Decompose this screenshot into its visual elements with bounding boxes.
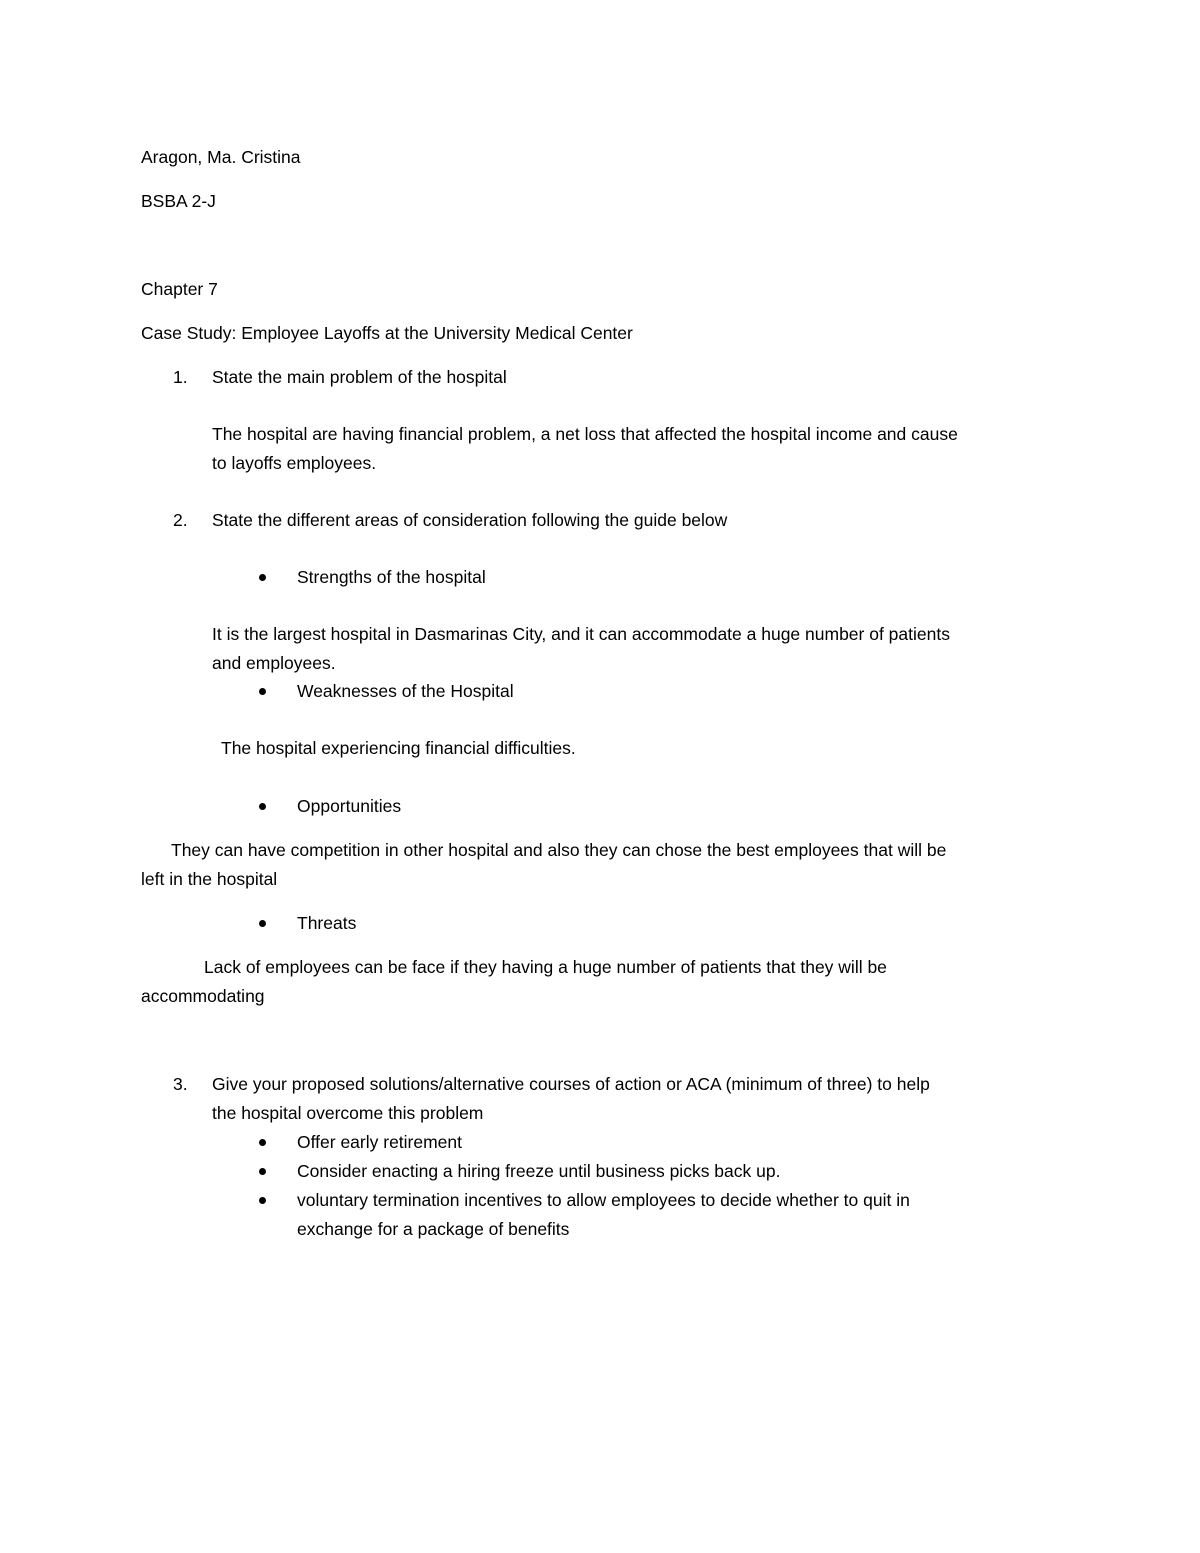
student-section: BSBA 2-J [141, 191, 216, 211]
opportunities-label: Opportunities [297, 796, 402, 816]
strengths-answer-line1: It is the largest hospital in Dasmarinas City, and it can accommodate a huge number of patients [212, 624, 950, 644]
bullet-icon [259, 920, 266, 927]
strengths-answer-line2: and employees. [212, 653, 336, 673]
q2-question: State the different areas of consideration following the guide below [212, 510, 728, 530]
q1-answer-line2: to layoffs employees. [212, 453, 377, 473]
q3-number: 3. [173, 1074, 188, 1094]
bullet-icon [259, 1197, 266, 1204]
chapter-heading: Chapter 7 [141, 279, 218, 299]
case-study-title: Case Study: Employee Layoffs at the University Medical Center [141, 323, 633, 343]
bullet-icon [259, 803, 266, 810]
q3-question-line1: Give your proposed solutions/alternative courses of action or ACA (minimum of three) to help [212, 1074, 930, 1094]
weaknesses-answer: The hospital experiencing financial difficulties. [221, 738, 576, 758]
opportunities-answer-line2: left in the hospital [141, 869, 278, 889]
solution-item: voluntary termination incentives to allow employees to decide whether to quit in [297, 1190, 910, 1210]
threats-label: Threats [297, 913, 357, 933]
solution-item-continuation: exchange for a package of benefits [297, 1219, 570, 1239]
opportunities-answer-line1: They can have competition in other hospital and also they can chose the best employees that will be [171, 840, 947, 860]
threats-answer-line2: accommodating [141, 986, 265, 1006]
q2-number: 2. [173, 510, 188, 530]
bullet-icon [259, 1139, 266, 1146]
q3-question-line2: the hospital overcome this problem [212, 1103, 484, 1123]
q1-number: 1. [173, 367, 188, 387]
bullet-icon [259, 688, 266, 695]
bullet-icon [259, 574, 266, 581]
threats-answer-line1: Lack of employees can be face if they having a huge number of patients that they will be [204, 957, 887, 977]
strengths-label: Strengths of the hospital [297, 567, 486, 587]
q1-answer-line1: The hospital are having financial problem, a net loss that affected the hospital income and cause [212, 424, 958, 444]
q1-question: State the main problem of the hospital [212, 367, 507, 387]
weaknesses-label: Weaknesses of the Hospital [297, 681, 514, 701]
bullet-icon [259, 1168, 266, 1175]
solution-item: Offer early retirement [297, 1132, 463, 1152]
solution-item: Consider enacting a hiring freeze until business picks back up. [297, 1161, 781, 1181]
student-name: Aragon, Ma. Cristina [141, 147, 301, 167]
